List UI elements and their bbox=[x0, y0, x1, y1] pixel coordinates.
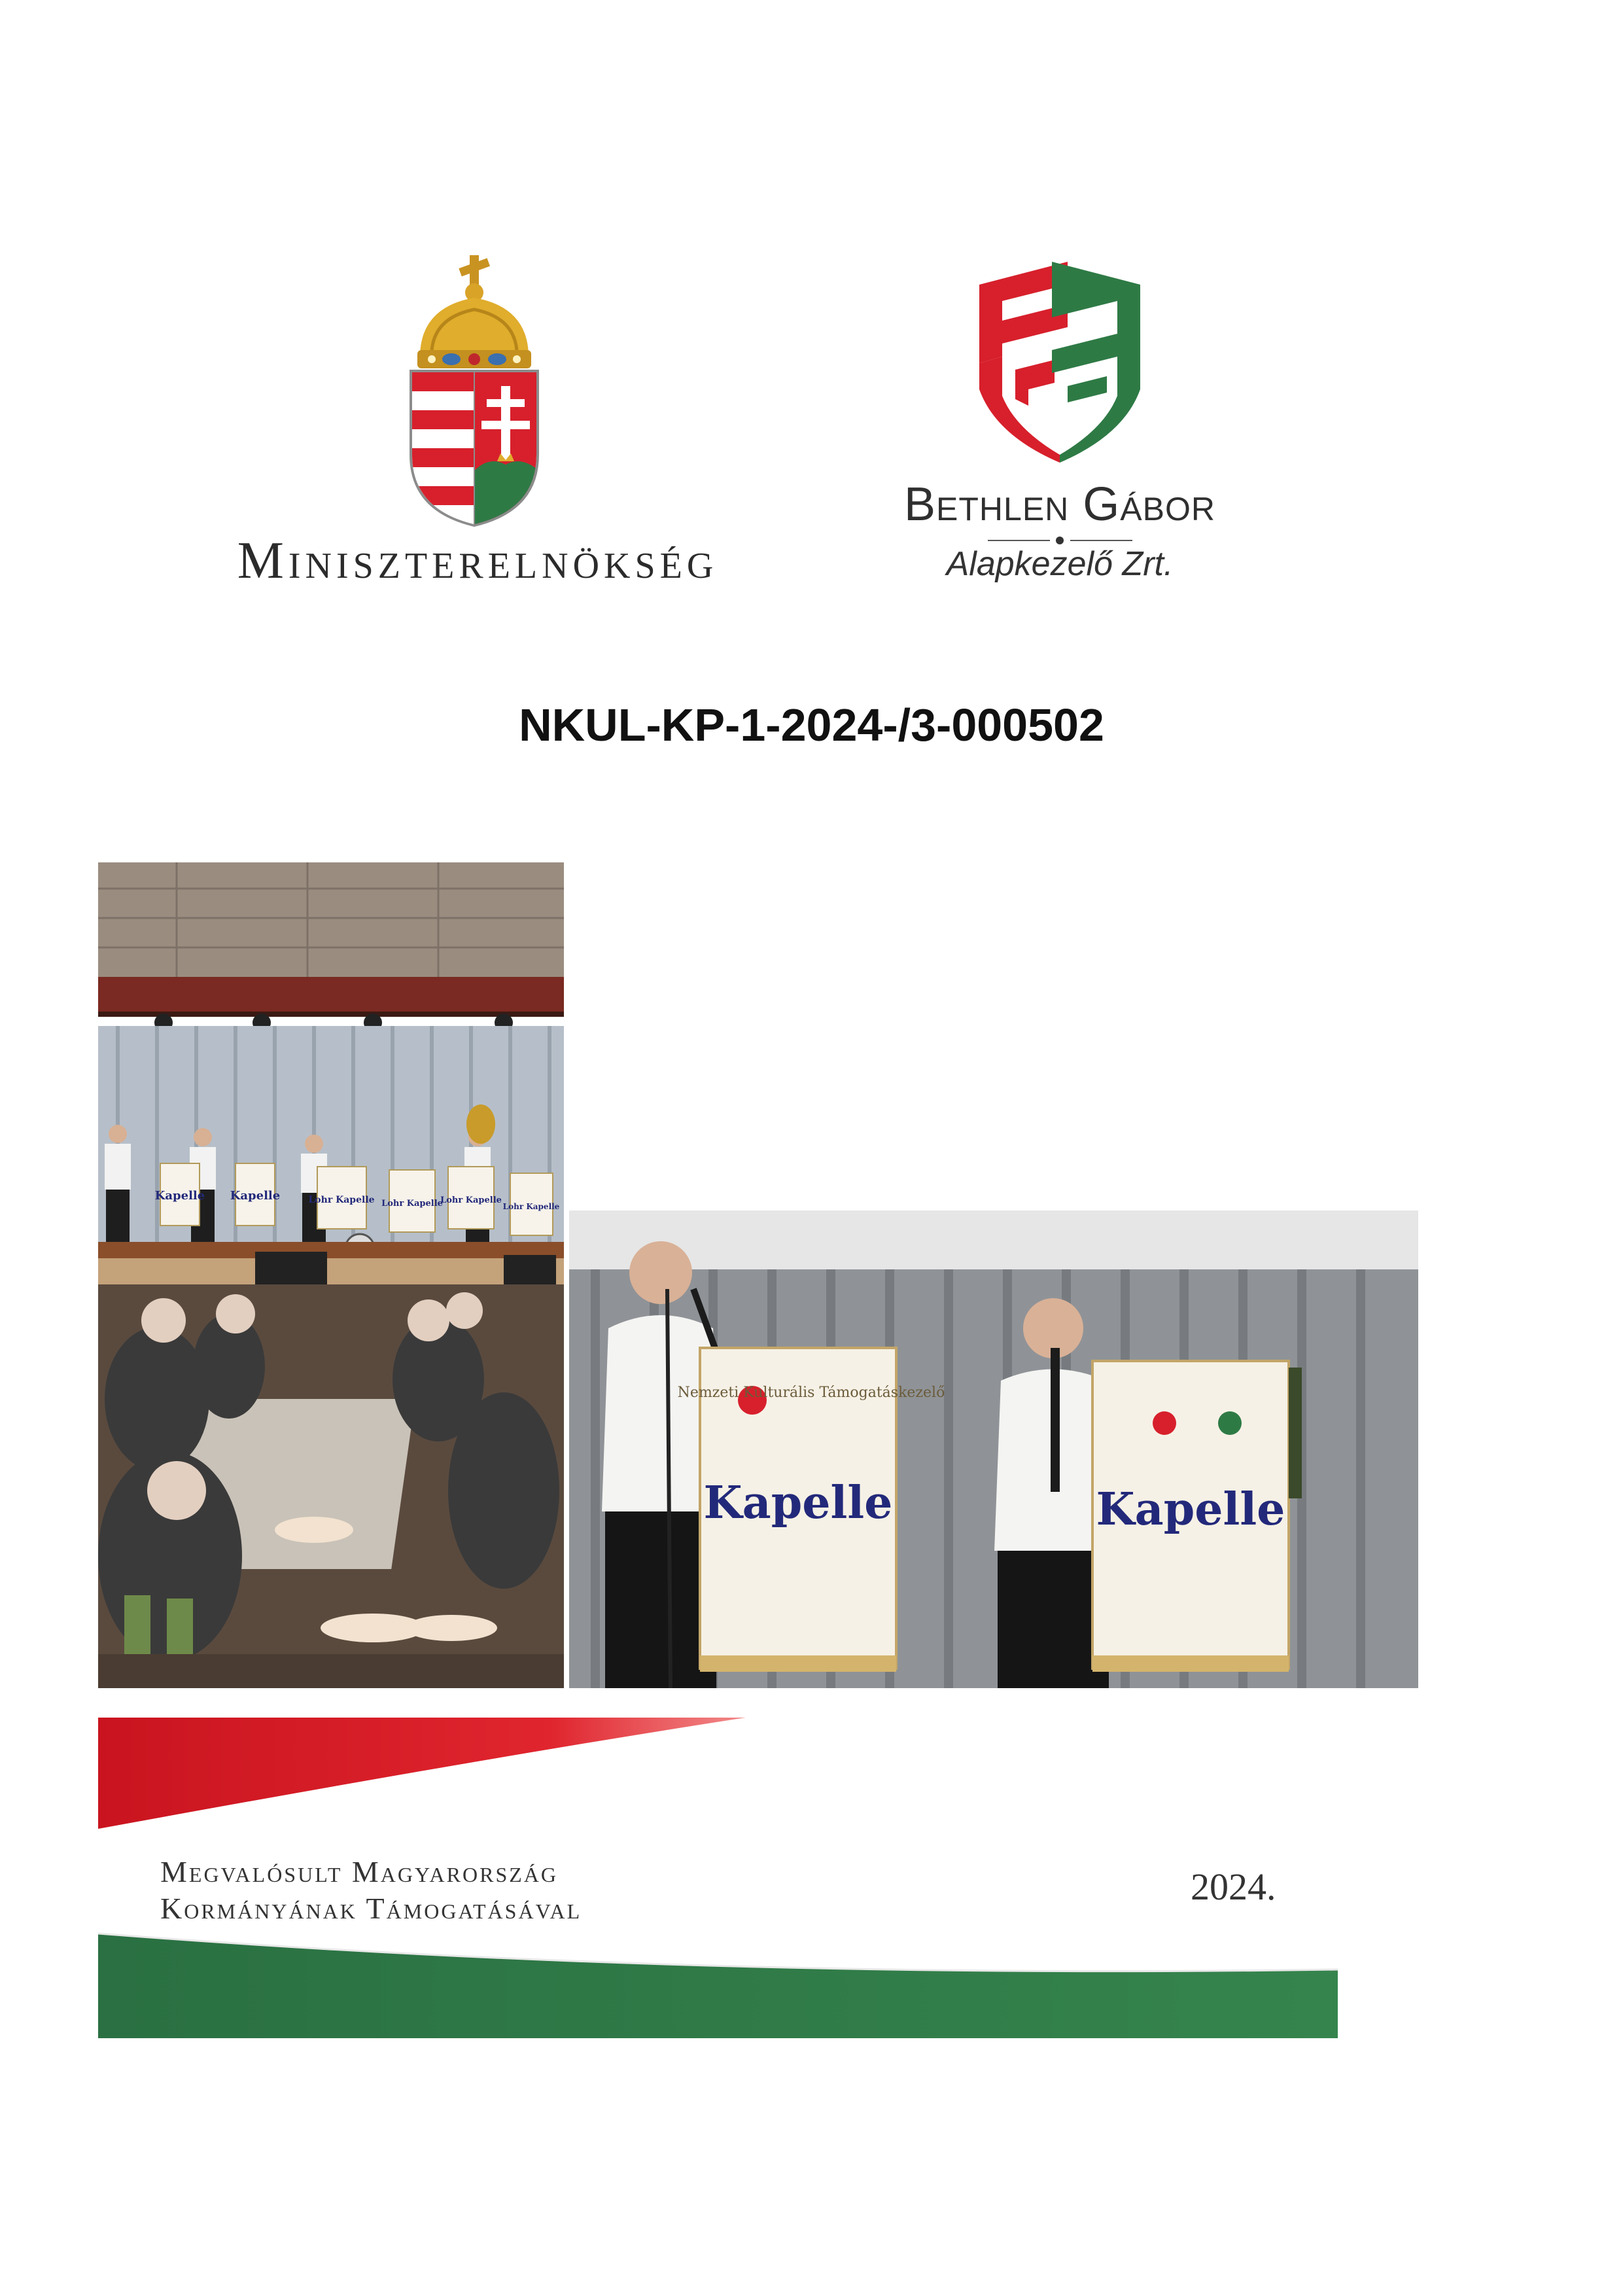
stand-banner-label: Kapelle bbox=[154, 1189, 205, 1203]
ministry-name: Miniszterelnökség bbox=[237, 532, 718, 590]
stand-banner-label: Lohr Kapelle bbox=[308, 1195, 375, 1205]
divider-dot bbox=[1056, 537, 1064, 544]
support-text-line-2: Kormányának Támogatásával bbox=[160, 1892, 582, 1925]
banner-label-right: Kapelle bbox=[1096, 1483, 1285, 1536]
hungarian-coat-of-arms-icon bbox=[406, 252, 543, 527]
year-label: 2024. bbox=[1191, 1865, 1276, 1908]
stand-banner-label: Lohr Kapelle bbox=[502, 1202, 560, 1211]
banner-header-text: Nemzeti Kulturális Támogatáskezelő bbox=[677, 1385, 945, 1401]
divider-right bbox=[1070, 540, 1132, 541]
project-code: NKUL-KP-1-2024-/3-000502 bbox=[519, 699, 1104, 751]
fund-manager-name: Bethlen Gábor bbox=[904, 478, 1215, 531]
clarinet-players-photo bbox=[569, 1210, 1418, 1688]
banner-label-left: Kapelle bbox=[703, 1477, 893, 1529]
fund-manager-subtitle: Alapkezelő Zrt. bbox=[946, 545, 1174, 583]
concert-hall-photo bbox=[98, 862, 564, 1688]
stand-banner-label: Lohr Kapelle bbox=[440, 1195, 502, 1205]
divider-left bbox=[988, 540, 1050, 541]
support-text-line-1: Megvalósult Magyarország bbox=[160, 1855, 559, 1888]
stand-banner-label: Kapelle bbox=[230, 1189, 281, 1203]
bga-shield-logo-icon bbox=[976, 258, 1143, 465]
stand-banner-label: Lohr Kapelle bbox=[381, 1199, 443, 1209]
